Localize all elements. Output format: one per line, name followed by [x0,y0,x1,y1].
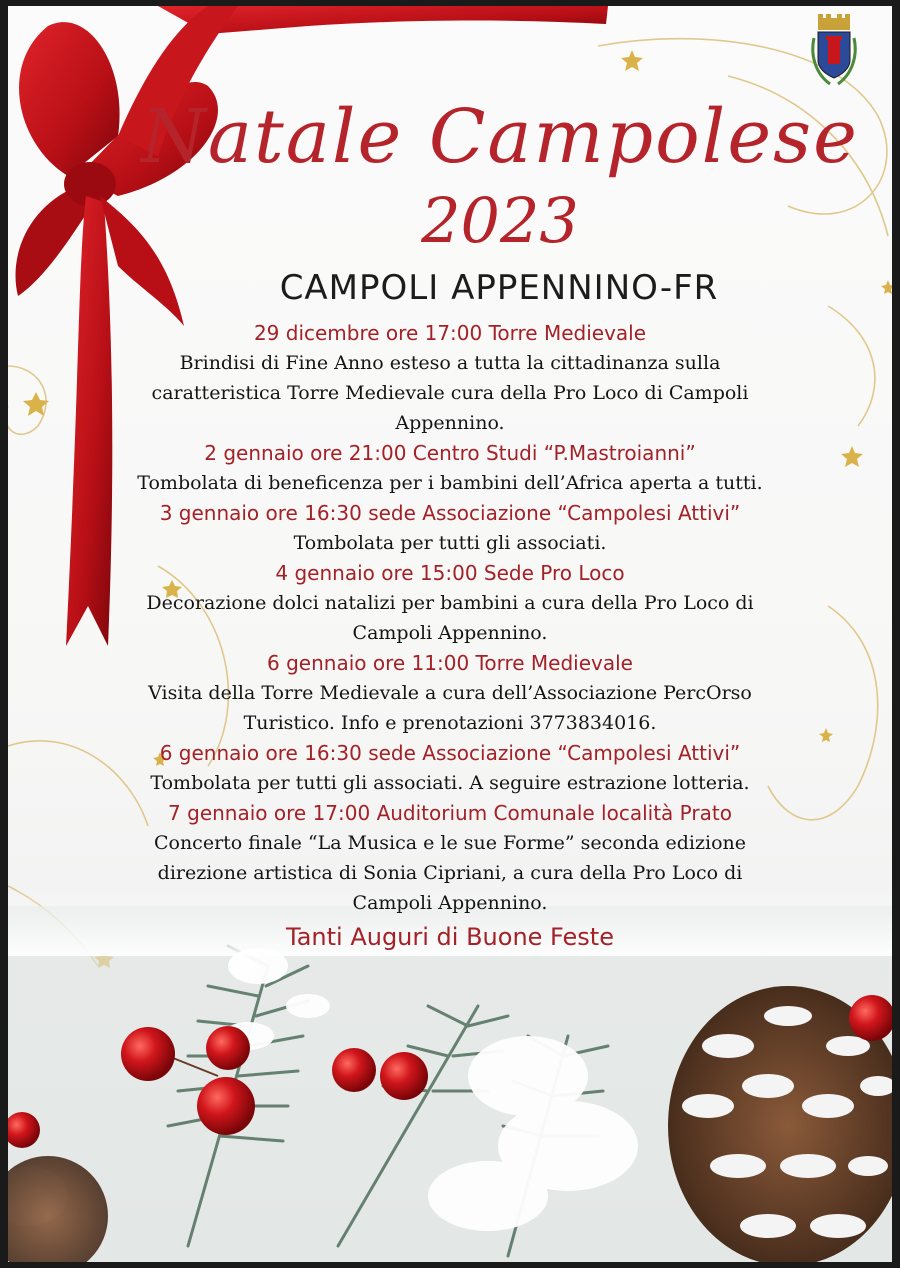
event-heading: 2 gennaio ore 21:00 Centro Studi “P.Mastroianni” [204,441,696,465]
event-description: Campoli Appennino. [352,892,548,914]
event-heading: 4 gennaio ore 15:00 Sede Pro Loco [275,561,625,585]
event-heading: 29 dicembre ore 17:00 Torre Medievale [253,321,647,345]
event-description: Tombolata per tutti gli associati. [293,532,607,554]
location-subtitle: CAMPOLI APPENNINO-FR [279,268,719,308]
event-description: Turistico. Info e prenotazioni 3773834016. [243,712,657,734]
event-description: Brindisi di Fine Anno esteso a tutta la cittadinanza sulla [179,352,721,374]
event-description: Campoli Appennino. [352,622,548,644]
event-heading: 3 gennaio ore 16:30 sede Associazione “Campolesi Attivi” [159,501,741,525]
event-description: Tombolata di beneficenza per i bambini dell’Africa aperta a tutti. [137,472,763,494]
poster-title: Natale Campolese [141,94,859,180]
event-heading: 7 gennaio ore 17:00 Auditorium Comunale località Prato [168,801,732,825]
event-description: Decorazione dolci natalizi per bambini a cura della Pro Loco di [146,592,754,614]
event-description: Tombolata per tutti gli associati. A seguire estrazione lotteria. [150,772,750,794]
pine-scene [8,906,892,1262]
event-description: direzione artistica di Sonia Cipriani, a cura della Pro Loco di [157,862,743,884]
municipal-crest-icon [808,12,860,90]
event-description: Appennino. [395,412,505,434]
event-heading: 6 gennaio ore 16:30 sede Associazione “Campolesi Attivi” [159,741,741,765]
poster-year: 2023 [421,184,579,257]
event-description: Visita della Torre Medievale a cura dell’Associazione PercOrso [148,682,752,704]
closing-greeting: Tanti Auguri di Buone Feste [286,923,614,951]
event-heading: 6 gennaio ore 11:00 Torre Medievale [267,651,633,675]
event-description: caratteristica Torre Medievale cura della Pro Loco di Campoli [151,382,749,404]
poster [8,6,892,1262]
event-description: Concerto finale “La Musica e le sue Forme” seconda edizione [153,832,747,854]
